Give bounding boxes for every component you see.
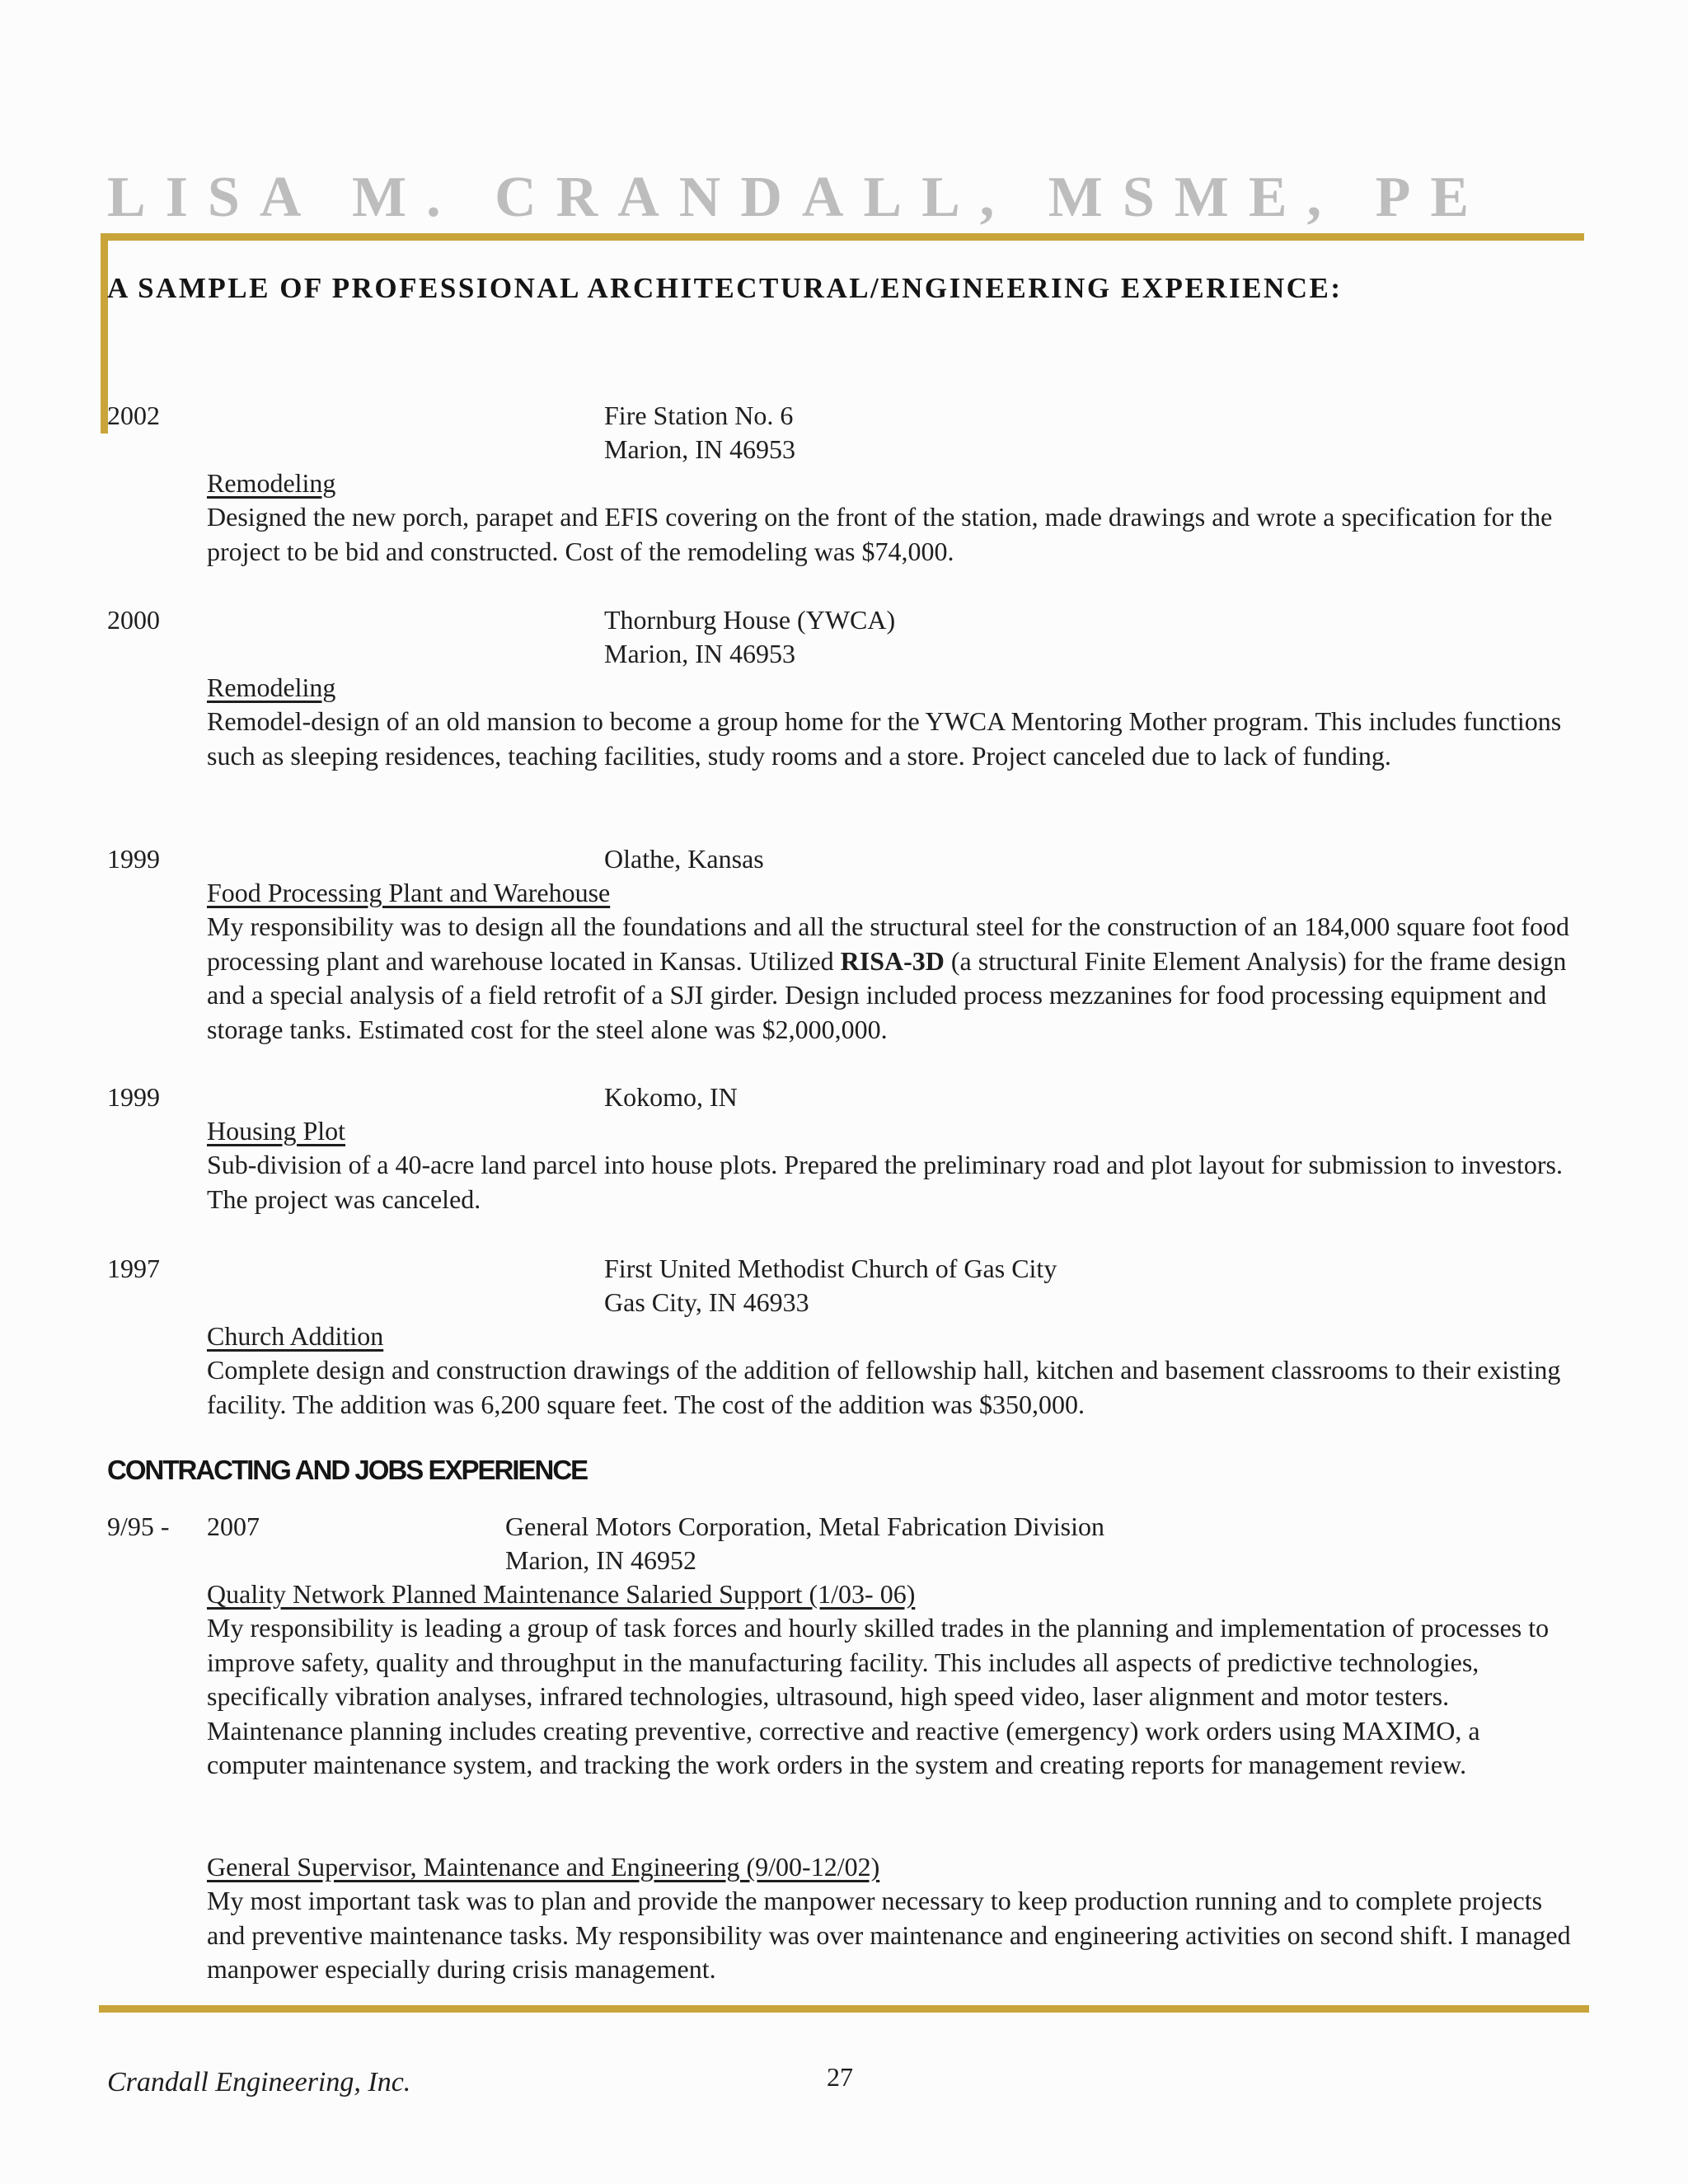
project-description: Remodel-design of an old mansion to become a group home for the YWCA Mentoring Mother program. This includes functions such as sleeping residences, teaching facilities, study rooms and a store. Project canceled due to lack of funding. [207, 706, 1562, 771]
project-year: 1997 [107, 1254, 160, 1283]
description-text: My responsibility was to design all the foundations and all the structural steel for the construction of an 184,000 square foot food processing plant and warehouse located in Kansas. Utilized [207, 912, 1569, 976]
contracting-heading: CONTRACTING AND JOBS EXPERIENCE [107, 1455, 588, 1485]
role-description: My responsibility is leading a group of task forces and hourly skilled trades in the planning and implementation of processes to improve safety, quality and throughput in the manufacturing facility. This includes all aspects of predictive technologies, specifically vibration analyses, infrared technologies, ultrasound, high speed video, laser alignment and motor testers. Maintenance planning includes creating preventive, corrective and reactive (emergency) work orders using MAXIMO, a computer maintenance system, and tracking the work orders in the system and creating reports for management review. [207, 1613, 1550, 1779]
project-location: First United Methodist Church of Gas City [604, 1254, 1057, 1283]
role-description: My most important task was to plan and provide the manpower necessary to keep production running and to complete projects and preventive maintenance tasks. My responsibility was over maintenance and engineering activities on second shift. I managed manpower especially during crisis management. [207, 1886, 1571, 1984]
role-title: General Supervisor, Maintenance and Engineering (9/00-12/02) [207, 1852, 880, 1882]
employment-end: 2007 [207, 1511, 260, 1541]
project-location: Marion, IN 46953 [604, 639, 795, 668]
project-category: Remodeling [207, 673, 336, 702]
project-year: 2000 [107, 605, 160, 635]
footer-rule [99, 2005, 1589, 2013]
employer-name: General Motors Corporation, Metal Fabrication Division [505, 1511, 1104, 1541]
project-description: Sub-division of a 40-acre land parcel into house plots. Prepared the preliminary road and plot layout for submission to investors. The project was canceled. [207, 1150, 1563, 1214]
project-location: Marion, IN 46953 [604, 434, 795, 464]
company-name: Crandall Engineering, Inc. [107, 2067, 411, 2097]
project-year: 1999 [107, 844, 160, 874]
employer-location: Marion, IN 46952 [505, 1545, 696, 1575]
project-description: Complete design and construction drawings of the addition of fellowship hall, kitchen and basement classrooms to their existing facility. The addition was 6,200 square feet. The cost of the addition was $350,000. [207, 1355, 1561, 1419]
author-name: LISA M. CRANDALL, MSME, PE [107, 166, 1489, 229]
project-location: Olathe, Kansas [604, 844, 764, 874]
project-location: Fire Station No. 6 [604, 401, 794, 430]
page-number: 27 [827, 2062, 853, 2092]
project-description: Designed the new porch, parapet and EFIS covering on the front of the station, made drawings and wrote a specification for the project to be bid and constructed. Cost of the remodeling was $74,000. [207, 502, 1553, 566]
role-title: Quality Network Planned Maintenance Salaried Support (1/03- 06) [207, 1579, 916, 1609]
header-rule [101, 233, 1584, 241]
employment-start: 9/95 - [107, 1511, 170, 1541]
project-description [207, 910, 1583, 1047]
description-text: (a structural Finite Element Analysis) for the frame design and a special analysis of a field retrofit of a SJI girder. Design included process mezzanines for food processing equipment and storage tanks. Estimated cost for the steel alone was $2,000,000. [207, 945, 1567, 1044]
project-category: Food Processing Plant and Warehouse [207, 878, 611, 907]
project-category: Housing Plot [207, 1116, 346, 1146]
project-year: 1999 [107, 1082, 160, 1112]
project-location: Thornburg House (YWCA) [604, 605, 896, 635]
project-year: 2002 [107, 401, 160, 430]
section-title: A SAMPLE OF PROFESSIONAL ARCHITECTURAL/ENGINEERING EXPERIENCE: [107, 272, 1343, 304]
project-location: Gas City, IN 46933 [604, 1287, 809, 1317]
project-category: Church Addition [207, 1321, 384, 1351]
project-location: Kokomo, IN [604, 1082, 738, 1112]
software-name: RISA-3D [840, 945, 945, 976]
project-category: Remodeling [207, 468, 336, 498]
